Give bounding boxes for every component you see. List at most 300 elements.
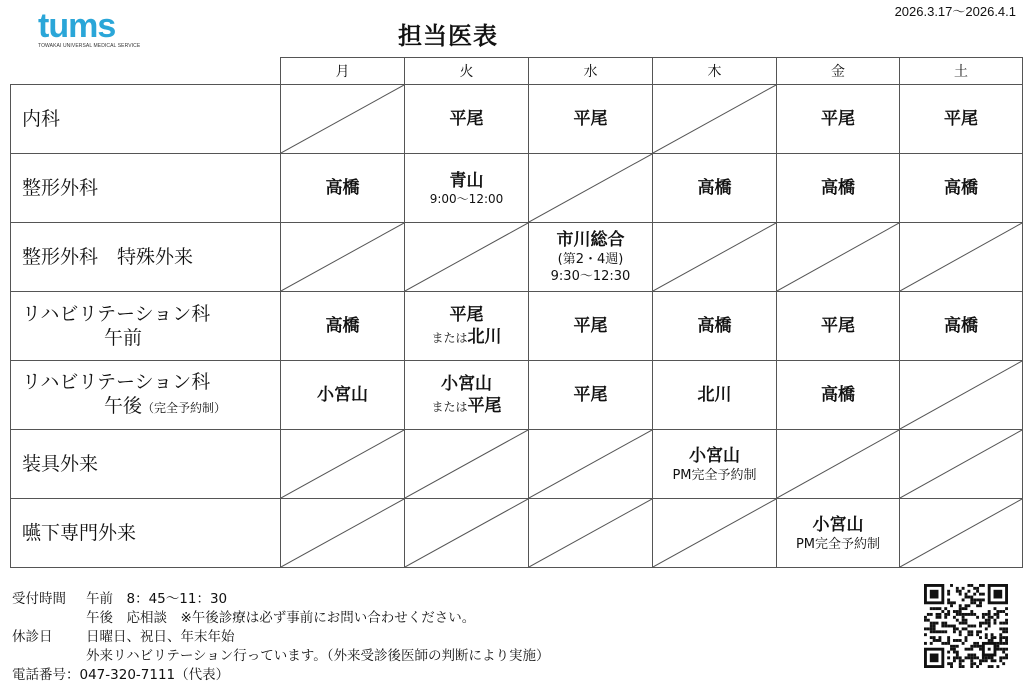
qr-module (994, 613, 997, 616)
doctor-cell (405, 154, 529, 223)
qr-module (947, 610, 950, 613)
slash-icon (653, 85, 776, 153)
qr-module (970, 598, 973, 601)
qr-module (950, 604, 953, 607)
qr-module (979, 636, 982, 639)
qr-module (991, 639, 994, 642)
qr-module (930, 654, 939, 663)
qr-module (962, 616, 965, 619)
qr-module (967, 656, 970, 659)
doctor-cell (777, 85, 900, 154)
qr-module (933, 636, 936, 639)
qr-module (991, 636, 994, 639)
qr-module (991, 665, 994, 668)
qr-module (1005, 642, 1008, 645)
qr-module (999, 636, 1002, 639)
qr-module (988, 613, 991, 616)
qr-module (994, 636, 997, 639)
day-header: 水 (529, 58, 653, 85)
qr-module (982, 622, 985, 625)
qr-module (927, 613, 930, 616)
qr-module (933, 630, 936, 633)
qr-module (976, 604, 979, 607)
department-note: （完全予約制） (142, 401, 227, 415)
doctor-name: 平尾 (573, 385, 608, 405)
qr-module (953, 601, 956, 604)
qr-code-icon[interactable] (922, 584, 1010, 668)
qr-module (970, 662, 973, 665)
qr-module (956, 645, 959, 648)
qr-module (941, 610, 944, 613)
qr-module (947, 598, 950, 601)
qr-module (930, 622, 933, 625)
qr-module (985, 619, 988, 622)
qr-module (962, 659, 965, 662)
qr-module (965, 607, 968, 610)
empty-slot-cell (281, 430, 405, 499)
qr-module (959, 639, 962, 642)
qr-module (936, 607, 939, 610)
doctor-cell (529, 85, 653, 154)
qr-module (982, 659, 985, 662)
qr-module (1002, 622, 1005, 625)
qr-module (999, 656, 1002, 659)
slash-icon (281, 430, 404, 498)
closed-days-row (12, 628, 549, 647)
doctor-name: 市川総合 (556, 230, 625, 250)
qr-module (944, 625, 947, 628)
doctor-name: 高橋 (697, 316, 732, 336)
qr-module (996, 610, 999, 613)
slash-icon (653, 223, 776, 291)
qr-module (962, 598, 965, 601)
qr-module (965, 596, 968, 599)
qr-module (985, 633, 988, 636)
qr-module (999, 627, 1002, 630)
qr-module (982, 616, 985, 619)
qr-module (973, 645, 976, 648)
page-title: 担当医表 (398, 22, 498, 50)
reception-pm: 午後 応相談 ※午後診療は必ず事前にお問い合わせください。 (86, 610, 476, 626)
department-subtitle (22, 326, 280, 350)
qr-module (1005, 639, 1008, 642)
qr-module (970, 596, 973, 599)
table-row (11, 430, 1023, 499)
qr-module (959, 633, 962, 636)
qr-module (930, 607, 933, 610)
qr-module (953, 648, 956, 651)
qr-module (933, 607, 936, 610)
qr-module (959, 662, 962, 665)
qr-module (1002, 656, 1005, 659)
doctor-cell (653, 154, 777, 223)
qr-module (1002, 662, 1005, 665)
qr-module (956, 651, 959, 654)
doctor-cell (900, 292, 1023, 361)
qr-module (996, 645, 999, 648)
qr-module (936, 639, 939, 642)
qr-module (976, 642, 979, 645)
slash-icon (900, 499, 1022, 567)
doctor-cell (900, 85, 1023, 154)
qr-module (996, 648, 999, 651)
schedule-note: (第2・4週) (557, 252, 624, 267)
day-header-row (11, 58, 1023, 85)
qr-module (976, 645, 979, 648)
qr-module (930, 627, 933, 630)
phone-number: 電話番号：047-320-7111（代表） (12, 667, 230, 683)
qr-module (950, 665, 953, 668)
empty-slot-cell (281, 85, 405, 154)
qr-module (941, 642, 944, 645)
qr-module (950, 584, 953, 587)
qr-module (985, 659, 988, 662)
qr-module (967, 648, 970, 651)
doctor-cell (529, 223, 653, 292)
qr-module (976, 665, 979, 668)
qr-module (947, 651, 950, 654)
reception-pm-row (12, 609, 549, 628)
slash-icon (900, 430, 1022, 498)
reception-am: 午前 8：45〜11：30 (86, 591, 228, 607)
qr-module (956, 619, 959, 622)
qr-module (982, 598, 985, 601)
qr-module (938, 607, 941, 610)
qr-module (994, 607, 997, 610)
qr-module (941, 622, 944, 625)
qr-module (1005, 656, 1008, 659)
rehab-note-row (12, 647, 549, 666)
qr-module (999, 622, 1002, 625)
empty-slot-cell (653, 223, 777, 292)
phone-row (12, 666, 549, 685)
qr-module (973, 625, 976, 628)
doctor-cell (777, 361, 900, 430)
doctor-cell (653, 430, 777, 499)
qr-module (1005, 630, 1008, 633)
schedule-note: 9:00〜12:00 (429, 191, 504, 206)
qr-module (979, 601, 982, 604)
qr-module (988, 616, 991, 619)
qr-module (967, 625, 970, 628)
table-row (11, 85, 1023, 154)
qr-module (965, 648, 968, 651)
qr-module (947, 613, 950, 616)
qr-module (967, 630, 970, 633)
qr-module (924, 619, 927, 622)
qr-module (933, 639, 936, 642)
doctor-name: 小宮山 (689, 445, 740, 466)
doctor-name: 高橋 (944, 316, 978, 336)
qr-module (970, 601, 973, 604)
qr-module (959, 593, 962, 596)
table-row (11, 154, 1023, 223)
closed-label: 休診日 (12, 629, 53, 645)
qr-module (970, 613, 973, 616)
day-header: 木 (653, 58, 777, 85)
qr-module (1005, 627, 1008, 630)
qr-module (985, 613, 988, 616)
qr-module (953, 656, 956, 659)
slash-icon (281, 223, 404, 291)
department-subtitle (22, 394, 280, 420)
qr-module (962, 619, 965, 622)
doctor-name: 高橋 (944, 178, 978, 198)
qr-module (924, 616, 927, 619)
qr-module (956, 656, 959, 659)
day-header: 土 (900, 58, 1023, 85)
qr-module (956, 587, 959, 590)
qr-module (976, 630, 979, 633)
qr-module (979, 659, 982, 662)
qr-module (988, 656, 991, 659)
qr-module (930, 630, 933, 633)
slash-icon (529, 430, 652, 498)
qr-module (965, 656, 968, 659)
qr-module (970, 584, 973, 587)
doctor-cell (653, 292, 777, 361)
day-header: 火 (405, 58, 529, 85)
qr-module (988, 665, 991, 668)
qr-module (970, 654, 973, 657)
empty-slot-cell (529, 154, 653, 223)
empty-slot-cell (653, 85, 777, 154)
doctor-cell (777, 499, 900, 568)
slash-icon (777, 430, 899, 498)
qr-module (947, 639, 950, 642)
slash-icon (405, 430, 528, 498)
qr-module (991, 656, 994, 659)
department-cell (11, 430, 281, 499)
qr-module (970, 625, 973, 628)
doctor-cell (405, 361, 529, 430)
qr-module (947, 636, 950, 639)
qr-module (950, 625, 953, 628)
department-cell (11, 154, 281, 223)
qr-module (930, 590, 939, 599)
qr-module (936, 630, 939, 633)
qr-module (962, 642, 965, 645)
doctor-name: 高橋 (697, 178, 732, 198)
qr-module (959, 622, 962, 625)
qr-module (950, 601, 953, 604)
doctor-name: 平尾 (573, 316, 608, 336)
qr-module (994, 659, 997, 662)
doctor-cell (281, 292, 405, 361)
department-cell (11, 223, 281, 292)
empty-slot-cell (529, 499, 653, 568)
qr-module (979, 622, 982, 625)
qr-module (947, 662, 950, 665)
department-name: リハビリテーション科 (22, 303, 211, 325)
qr-module (959, 610, 962, 613)
qr-module (962, 607, 965, 610)
department-cell (11, 499, 281, 568)
qr-module (996, 616, 999, 619)
qr-module (959, 607, 962, 610)
qr-module (959, 656, 962, 659)
doctor-name: 北川 (697, 385, 732, 405)
qr-module (979, 598, 982, 601)
empty-slot-cell (653, 499, 777, 568)
reception-am-row (12, 590, 549, 609)
schedule-note: PM完全予約制 (672, 467, 757, 483)
qr-module (979, 625, 982, 628)
qr-module (962, 622, 965, 625)
qr-module (973, 656, 976, 659)
qr-module (965, 604, 968, 607)
qr-module (973, 587, 976, 590)
qr-module (1002, 610, 1005, 613)
qr-module (956, 613, 959, 616)
doctor-cell (777, 154, 900, 223)
empty-slot-cell (529, 430, 653, 499)
date-range: 2026.3.17〜2026.4.1 (894, 4, 1016, 19)
qr-module (965, 593, 968, 596)
qr-module (947, 625, 950, 628)
slash-icon (405, 499, 528, 567)
qr-module (953, 639, 956, 642)
qr-module (959, 659, 962, 662)
qr-module (924, 642, 927, 645)
qr-module (953, 610, 956, 613)
qr-module (941, 625, 944, 628)
qr-module (988, 610, 991, 613)
qr-module (924, 627, 927, 630)
empty-slot-cell (900, 430, 1023, 499)
doctor-name: 小宮山 (812, 514, 864, 535)
qr-module (973, 654, 976, 657)
qr-module (999, 639, 1002, 642)
slash-icon (900, 361, 1022, 429)
day-header: 月 (281, 58, 405, 85)
qr-module (967, 654, 970, 657)
qr-module (996, 613, 999, 616)
doctor-cell (653, 361, 777, 430)
qr-module (959, 613, 962, 616)
qr-module (947, 593, 950, 596)
qr-module (999, 642, 1002, 645)
qr-module (944, 607, 947, 610)
day-header: 金 (777, 58, 900, 85)
qr-module (930, 613, 933, 616)
department-session: 午前 (104, 327, 143, 349)
qr-module (936, 613, 939, 616)
alternate-doctor (405, 326, 528, 349)
qr-module (1005, 619, 1008, 622)
doctor-name: 小宮山 (441, 373, 492, 394)
tums-logo-icon (38, 7, 141, 54)
qr-module (950, 662, 953, 665)
qr-module (962, 627, 965, 630)
doctor-name: 高橋 (821, 178, 855, 198)
qr-module (994, 622, 997, 625)
qr-module (973, 598, 976, 601)
doctor-name: 高橋 (325, 316, 360, 336)
doctor-cell (405, 292, 529, 361)
qr-module (965, 639, 968, 642)
qr-module (938, 613, 941, 616)
qr-module (967, 613, 970, 616)
doctor-name: 小宮山 (317, 385, 368, 405)
qr-module (924, 633, 927, 636)
qr-module (1002, 642, 1005, 645)
department-cell (11, 85, 281, 154)
slash-icon (529, 154, 652, 222)
slash-icon (405, 223, 528, 291)
qr-module (956, 654, 959, 657)
qr-module (959, 604, 962, 607)
qr-module (941, 630, 944, 633)
qr-module (973, 593, 976, 596)
qr-module (970, 645, 973, 648)
department-name: 装具外来 (22, 453, 99, 475)
qr-module (956, 627, 959, 630)
qr-module (999, 610, 1002, 613)
department-session: 午後 (104, 395, 143, 417)
qr-module (996, 642, 999, 645)
qr-module (970, 659, 973, 662)
qr-module (947, 656, 950, 659)
qr-module (970, 665, 973, 668)
doctor-cell (281, 154, 405, 223)
department-name: 整形外科 (22, 177, 99, 199)
doctor-name: 高橋 (325, 178, 360, 198)
department-cell (11, 361, 281, 430)
slash-icon (900, 223, 1022, 291)
qr-module (979, 648, 982, 651)
qr-module (979, 662, 982, 665)
qr-module (944, 630, 947, 633)
qr-module (965, 636, 968, 639)
alternate-doctor (405, 395, 528, 418)
logo-text: tums (38, 7, 116, 45)
qr-module (967, 590, 970, 593)
qr-module (944, 613, 947, 616)
qr-module (944, 642, 947, 645)
qr-module (936, 616, 939, 619)
schedule-time: 9:30〜12:30 (550, 269, 631, 284)
doctor-name: 青山 (449, 170, 484, 191)
department-name: 内科 (22, 108, 61, 130)
qr-module (953, 651, 956, 654)
qr-module (985, 636, 988, 639)
qr-module (973, 613, 976, 616)
qr-module (962, 587, 965, 590)
qr-module (967, 584, 970, 587)
alternate-prefix: または (431, 399, 468, 414)
qr-module (953, 645, 956, 648)
table-row (11, 292, 1023, 361)
qr-module (967, 604, 970, 607)
doctor-name: 平尾 (449, 109, 484, 129)
qr-module (1005, 613, 1008, 616)
qr-module (953, 625, 956, 628)
qr-module (959, 590, 962, 593)
qr-module (1005, 607, 1008, 610)
qr-module (965, 622, 968, 625)
slash-icon (529, 499, 652, 567)
qr-module (953, 627, 956, 630)
qr-module (956, 590, 959, 593)
qr-module (994, 590, 1003, 599)
qr-module (996, 665, 999, 668)
qr-module (950, 645, 953, 648)
table-corner (11, 58, 281, 85)
empty-slot-cell (777, 223, 900, 292)
empty-slot-cell (777, 430, 900, 499)
qr-module (956, 610, 959, 613)
